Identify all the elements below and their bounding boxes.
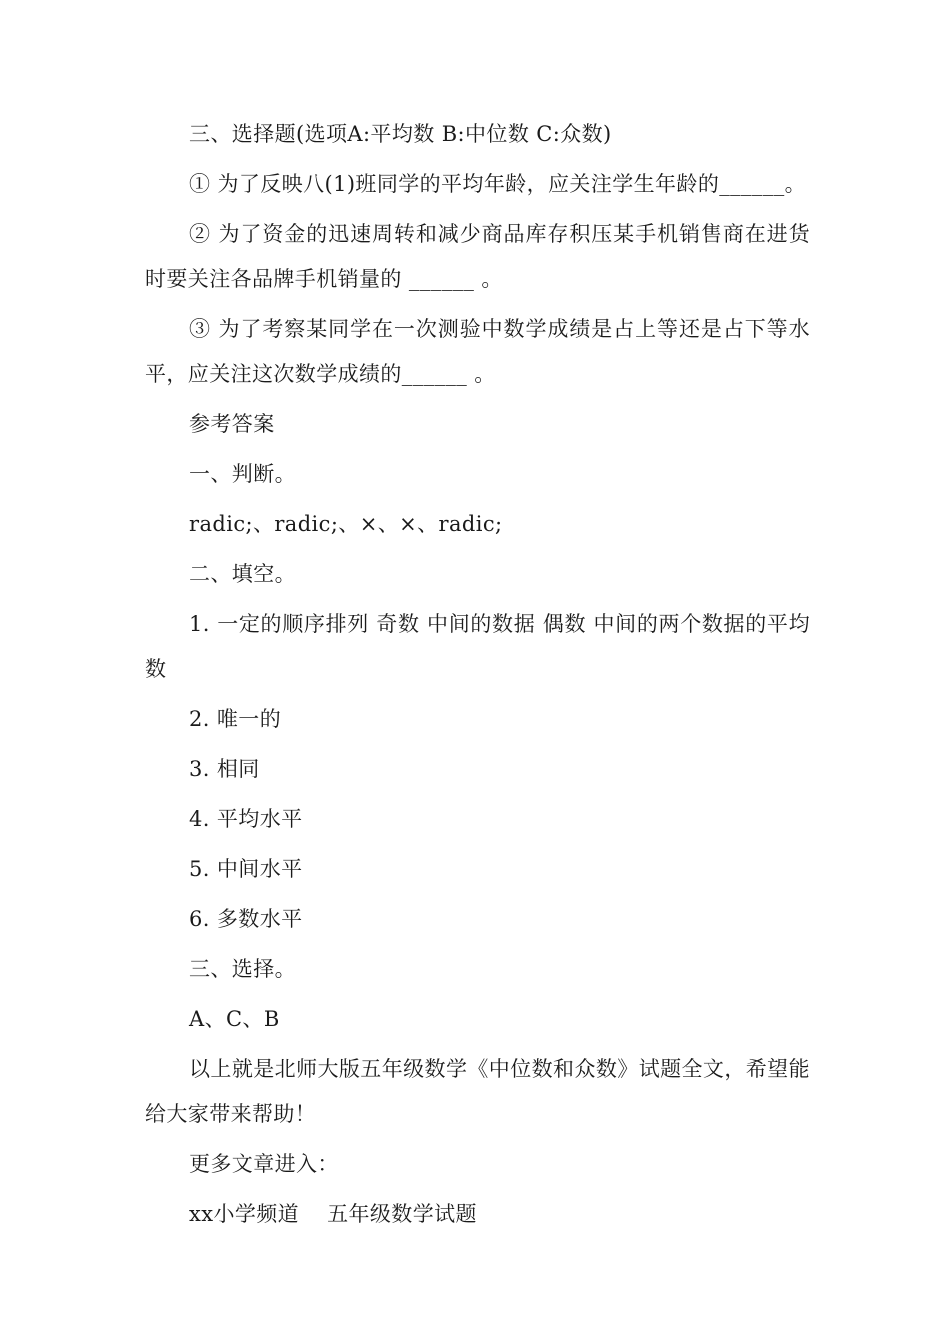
link-primary-channel[interactable]: xx小学频道 (189, 1202, 300, 1226)
section-three-heading: 三、选择题(选项A:平均数 B:中位数 C:众数) (189, 122, 612, 146)
more-articles-label: 更多文章进入： (189, 1152, 339, 1176)
closing-text: 以上就是北师大版五年级数学《中位数和众数》试题全文，希望能给大家带来帮助！ (145, 1057, 810, 1126)
question-1: ① 为了反映八(1)班同学的平均年龄，应关注学生年龄的______。 (189, 172, 807, 196)
answer-fill-3: 3. 相同 (189, 757, 260, 781)
answer-fill-6: 6. 多数水平 (189, 907, 303, 931)
answer-section-three: A、C、B (189, 1007, 280, 1031)
answer-section-three-heading: 三、选择。 (189, 957, 296, 981)
document-body (145, 112, 810, 1242)
answer-fill-4: 4. 平均水平 (189, 807, 303, 831)
answer-section-one: radic;、radic;、×、×、radic; (189, 512, 503, 536)
question-2: ② 为了资金的迅速周转和减少商品库存积压某手机销售商在进货时要关注各品牌手机销量的 ______ 。 (145, 222, 810, 291)
question-3: ③ 为了考察某同学在一次测验中数学成绩是占上等还是占下等水平，应关注这次数学成绩的______ 。 (145, 317, 810, 386)
answer-fill-2: 2. 唯一的 (189, 707, 282, 731)
link-grade5-math-tests[interactable]: 五年级数学试题 (327, 1202, 477, 1226)
related-links (145, 1192, 810, 1237)
answers-heading: 参考答案 (189, 412, 275, 436)
answer-section-one-heading: 一、判断。 (189, 462, 296, 486)
answer-fill-1: 1. 一定的顺序排列 奇数 中间的数据 偶数 中间的两个数据的平均数 (145, 612, 810, 681)
answer-section-two-heading: 二、填空。 (189, 562, 296, 586)
answer-fill-5: 5. 中间水平 (189, 857, 303, 881)
